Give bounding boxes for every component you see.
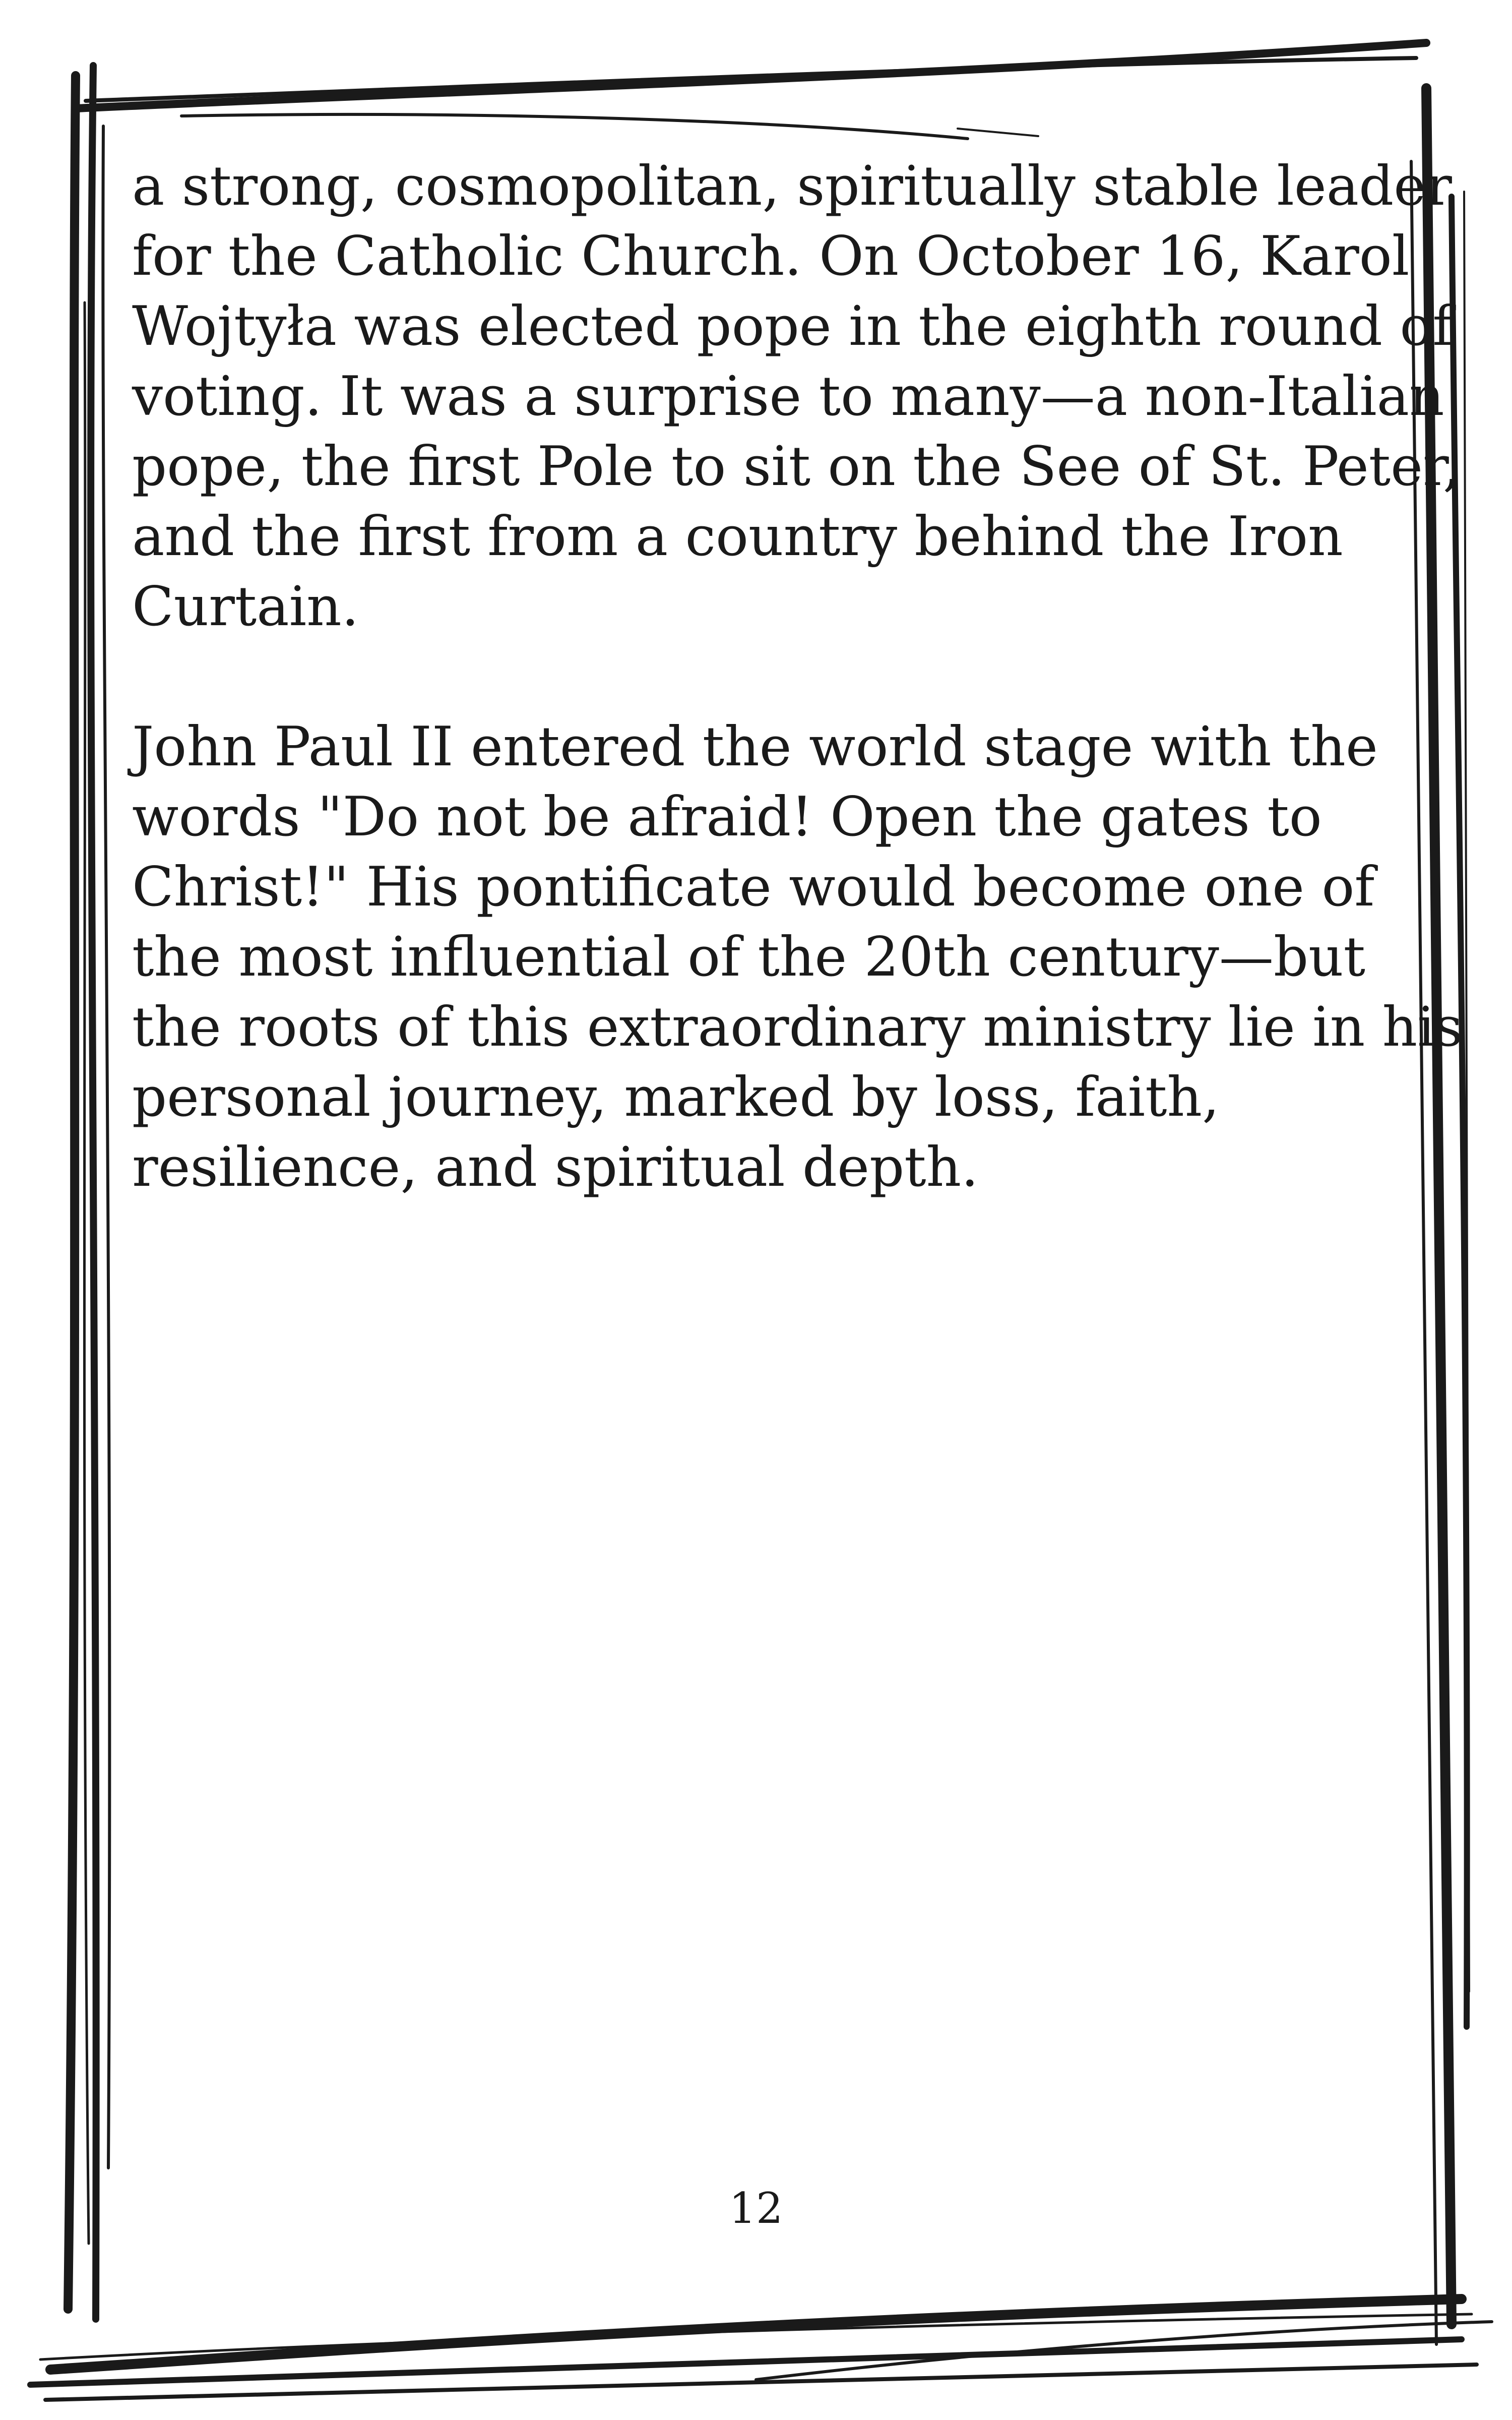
text-line: voting. It was a surprise to many—a non-Italian [132, 365, 1444, 428]
body-text [132, 151, 1463, 1273]
text-line: the most influential of the 20th century—but [132, 926, 1366, 989]
paragraph-election [132, 151, 1461, 642]
paragraph-world-stage [132, 712, 1463, 1202]
text-line: the roots of this extraordinary ministry lie in his [132, 996, 1463, 1059]
text-line: pope, the first Pole to sit on the See of St. Peter, [132, 435, 1461, 498]
text-line: Wojtyła was elected pope in the eighth round of [132, 295, 1453, 358]
text-line: Christ!" His pontificate would become one of [132, 856, 1375, 919]
text-line: words "Do not be afraid! Open the gates to [132, 785, 1322, 849]
text-line: and the first from a country behind the Iron [132, 505, 1343, 568]
text-line: personal journey, marked by loss, faith, [132, 1066, 1220, 1129]
text-line: resilience, and spiritual depth. [132, 1136, 979, 1199]
text-line: John Paul II entered the world stage with the [132, 715, 1378, 778]
text-line: Curtain. [132, 575, 359, 638]
text-line: a strong, cosmopolitan, spiritually stable leader [132, 155, 1452, 218]
text-line: for the Catholic Church. On October 16, Karol [132, 225, 1410, 288]
page-number: 12 [729, 2184, 783, 2233]
